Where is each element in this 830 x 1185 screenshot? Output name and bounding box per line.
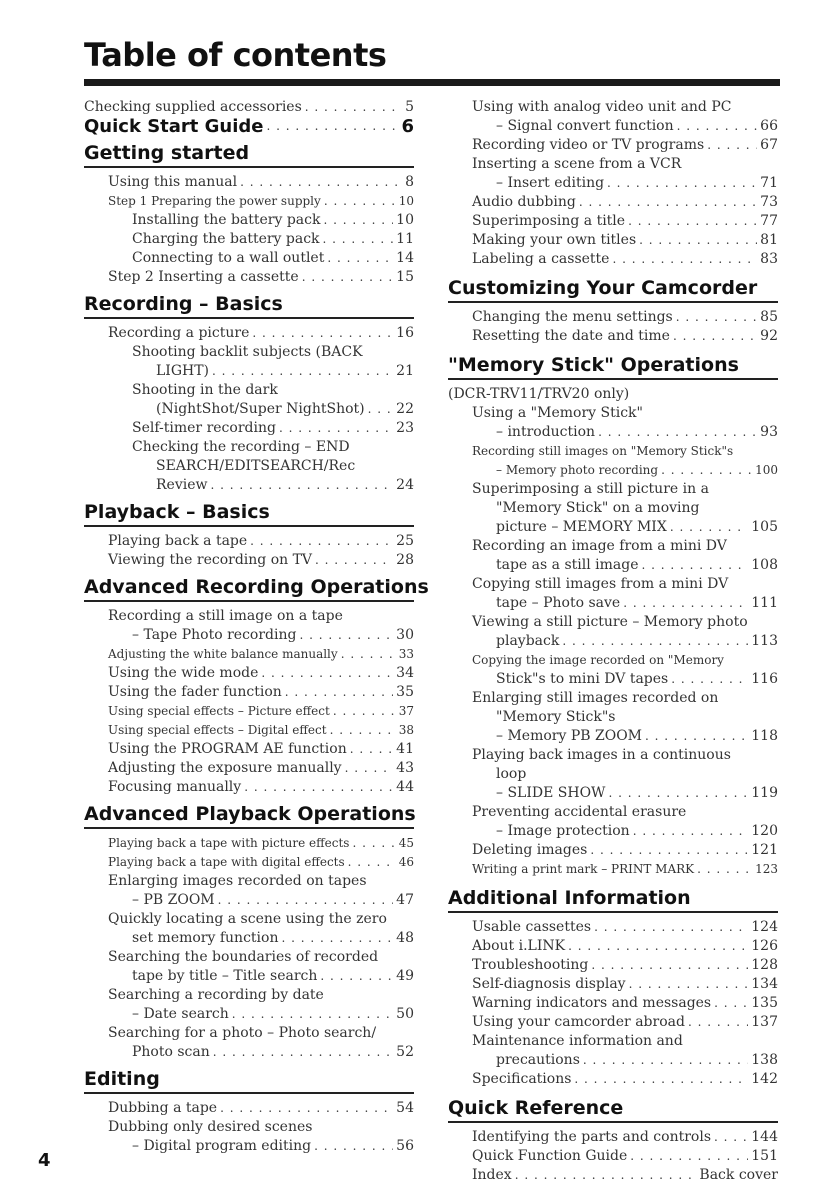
toc-entry[interactable]: picture – MEMORY MIX . . . 105: [472, 518, 778, 537]
page-title: Table of contents: [84, 36, 387, 74]
toc-entry[interactable]: Installing the battery pack . . . 10: [108, 211, 414, 230]
section-heading: Editing: [84, 1068, 414, 1094]
toc-entry[interactable]: – Signal convert function . . . 66: [472, 117, 778, 136]
section-heading: Getting started: [84, 142, 414, 168]
toc-entry-line: Viewing a still picture – Memory photo: [472, 614, 748, 630]
toc-entry-line: Playing back images in a continuous: [472, 747, 731, 763]
toc-entry[interactable]: tape by title – Title search . . . 49: [108, 967, 414, 986]
section-heading: "Memory Stick" Operations: [448, 354, 778, 380]
toc-entry[interactable]: Warning indicators and messages . . . 135: [472, 994, 778, 1013]
toc-entry[interactable]: Quick Function Guide . . . 151: [472, 1147, 778, 1166]
title-rule: [84, 79, 780, 86]
toc-entry[interactable]: Step 2 Inserting a cassette . . . 15: [108, 268, 414, 287]
toc-entry[interactable]: Adjusting the white balance manually . . . 33: [108, 645, 414, 664]
section-note: (DCR-TRV11/TRV20 only): [448, 386, 630, 402]
toc-entry[interactable]: Using the wide mode . . . 34: [108, 664, 414, 683]
toc-entry[interactable]: Review . . . 24: [108, 476, 414, 495]
toc-entry[interactable]: precautions . . . 138: [472, 1051, 778, 1070]
toc-entry[interactable]: – Tape Photo recording . . . 30: [108, 626, 414, 645]
toc-entry[interactable]: tape as a still image . . . 108: [472, 556, 778, 575]
toc-entry-line: Enlarging still images recorded on: [472, 690, 719, 706]
toc-entry[interactable]: Using your camcorder abroad . . . 137: [472, 1013, 778, 1032]
toc-entry[interactable]: Using the fader function . . . 35: [108, 683, 414, 702]
toc-entry-line: "Memory Stick"s: [496, 709, 616, 725]
toc-entry-line: Shooting backlit subjects (BACK: [132, 344, 363, 360]
toc-entry[interactable]: Using the PROGRAM AE function . . . 41: [108, 740, 414, 759]
toc-entry[interactable]: Index . . . Back cover: [472, 1166, 778, 1185]
section-heading: Advanced Recording Operations: [84, 576, 414, 602]
toc-entry[interactable]: Photo scan . . . 52: [108, 1043, 414, 1062]
toc-entry[interactable]: Using special effects – Digital effect . . . 38: [108, 721, 414, 740]
toc-entry[interactable]: Viewing the recording on TV . . . 28: [108, 551, 414, 570]
section-heading: Quick Reference: [448, 1097, 778, 1123]
toc-entry-line: loop: [496, 766, 527, 782]
toc-entry[interactable]: – PB ZOOM . . . 47: [108, 891, 414, 910]
toc-entry[interactable]: set memory function . . . 48: [108, 929, 414, 948]
toc-entry[interactable]: Identifying the parts and controls . . . 144: [472, 1128, 778, 1147]
toc-entry-line: Inserting a scene from a VCR: [472, 156, 682, 172]
toc-entry-quick-start[interactable]: Quick Start Guide . . . 6: [84, 117, 414, 136]
toc-entry[interactable]: Playing back a tape with picture effects . . . 45: [108, 834, 414, 853]
toc-entry[interactable]: Labeling a cassette . . . 83: [472, 250, 778, 269]
section-heading: Playback – Basics: [84, 501, 414, 527]
toc-entry[interactable]: Troubleshooting . . . 128: [472, 956, 778, 975]
toc-entry[interactable]: Connecting to a wall outlet . . . 14: [108, 249, 414, 268]
toc-entry[interactable]: Resetting the date and time . . . 92: [472, 327, 778, 346]
toc-entry-line: Using a "Memory Stick": [472, 405, 643, 421]
toc-entry[interactable]: Stick"s to mini DV tapes . . . 116: [472, 670, 778, 689]
toc-entry[interactable]: (NightShot/Super NightShot) . . . 22: [108, 400, 414, 419]
toc-entry[interactable]: Audio dubbing . . . 73: [472, 193, 778, 212]
toc-entry[interactable]: – Memory PB ZOOM . . . 118: [472, 727, 778, 746]
toc-entry[interactable]: About i.LINK . . . 126: [472, 937, 778, 956]
toc-entry[interactable]: Making your own titles . . . 81: [472, 231, 778, 250]
section-heading: Recording – Basics: [84, 293, 414, 319]
toc-entry[interactable]: – Image protection . . . 120: [472, 822, 778, 841]
toc-entry[interactable]: Writing a print mark – PRINT MARK . . . 123: [472, 860, 778, 879]
toc-entry-line: Copying the image recorded on "Memory: [472, 653, 724, 667]
toc-entry-line: Checking the recording – END: [132, 439, 350, 455]
toc-entry-line: Superimposing a still picture in a: [472, 481, 709, 497]
toc-entry[interactable]: Recording a picture . . . 16: [108, 324, 414, 343]
toc-entry-line: Enlarging images recorded on tapes: [108, 873, 367, 889]
toc-entry[interactable]: Recording video or TV programs . . . 67: [472, 136, 778, 155]
toc-entry[interactable]: playback . . . 113: [472, 632, 778, 651]
page-number: 4: [38, 1150, 51, 1171]
toc-entry-line: Searching the boundaries of recorded: [108, 949, 379, 965]
toc-entry[interactable]: LIGHT) . . . 21: [108, 362, 414, 381]
toc-entry-line: Maintenance information and: [472, 1033, 683, 1049]
toc-entry[interactable]: Checking supplied accessories . . . 5: [84, 98, 414, 117]
toc-entry[interactable]: Playing back a tape with digital effects . . . 46: [108, 853, 414, 872]
section-heading: Advanced Playback Operations: [84, 803, 414, 829]
toc-entry-line: Using with analog video unit and PC: [472, 99, 732, 115]
toc-entry[interactable]: Playing back a tape . . . 25: [108, 532, 414, 551]
toc-entry-line: "Memory Stick" on a moving: [496, 500, 700, 516]
toc-entry[interactable]: Using this manual . . . 8: [108, 173, 414, 192]
toc-entry[interactable]: Changing the menu settings . . . 85: [472, 308, 778, 327]
toc-entry[interactable]: – Date search . . . 50: [108, 1005, 414, 1024]
toc-entry[interactable]: – SLIDE SHOW . . . 119: [472, 784, 778, 803]
toc-entry[interactable]: Deleting images . . . 121: [472, 841, 778, 860]
toc-entry[interactable]: – Memory photo recording . . . 100: [472, 461, 778, 480]
toc-entry[interactable]: Adjusting the exposure manually . . . 43: [108, 759, 414, 778]
toc-left-column: [84, 98, 429, 1156]
toc-entry[interactable]: tape – Photo save . . . 111: [472, 594, 778, 613]
toc-entry-line: Shooting in the dark: [132, 382, 278, 398]
toc-entry[interactable]: Superimposing a title . . . 77: [472, 212, 778, 231]
toc-entry-line: Recording still images on "Memory Stick"s: [472, 444, 734, 458]
toc-entry-line: Dubbing only desired scenes: [108, 1119, 313, 1135]
toc-entry[interactable]: – Digital program editing . . . 56: [108, 1137, 414, 1156]
toc-entry-line: Searching a recording by date: [108, 987, 324, 1003]
toc-entry[interactable]: Charging the battery pack . . . 11: [108, 230, 414, 249]
toc-entry[interactable]: Dubbing a tape . . . 54: [108, 1099, 414, 1118]
toc-entry-line: Recording an image from a mini DV: [472, 538, 727, 554]
toc-entry-line: Recording a still image on a tape: [108, 608, 343, 624]
toc-entry[interactable]: Usable cassettes . . . 124: [472, 918, 778, 937]
toc-entry[interactable]: Self-diagnosis display . . . 134: [472, 975, 778, 994]
toc-entry-line: Quickly locating a scene using the zero: [108, 911, 387, 927]
toc-entry-line: SEARCH/EDITSEARCH/Rec: [156, 458, 356, 474]
toc-entry[interactable]: Self-timer recording . . . 23: [108, 419, 414, 438]
toc-entry[interactable]: – Insert editing . . . 71: [472, 174, 778, 193]
toc-entry[interactable]: Specifications . . . 142: [472, 1070, 778, 1089]
toc-entry[interactable]: Focusing manually . . . 44: [108, 778, 414, 797]
section-heading: Customizing Your Camcorder: [448, 277, 778, 303]
toc-entry-line: Preventing accidental erasure: [472, 804, 687, 820]
toc-entry[interactable]: Step 1 Preparing the power supply . . . 10: [108, 192, 414, 211]
toc-right-column: [448, 98, 778, 1185]
toc-entry[interactable]: Using special effects – Picture effect . . . 37: [108, 702, 414, 721]
toc-entry[interactable]: – introduction . . . 93: [472, 423, 778, 442]
toc-entry-line: Copying still images from a mini DV: [472, 576, 729, 592]
toc-entry-line: Searching for a photo – Photo search/: [108, 1025, 377, 1041]
section-heading: Additional Information: [448, 887, 778, 913]
